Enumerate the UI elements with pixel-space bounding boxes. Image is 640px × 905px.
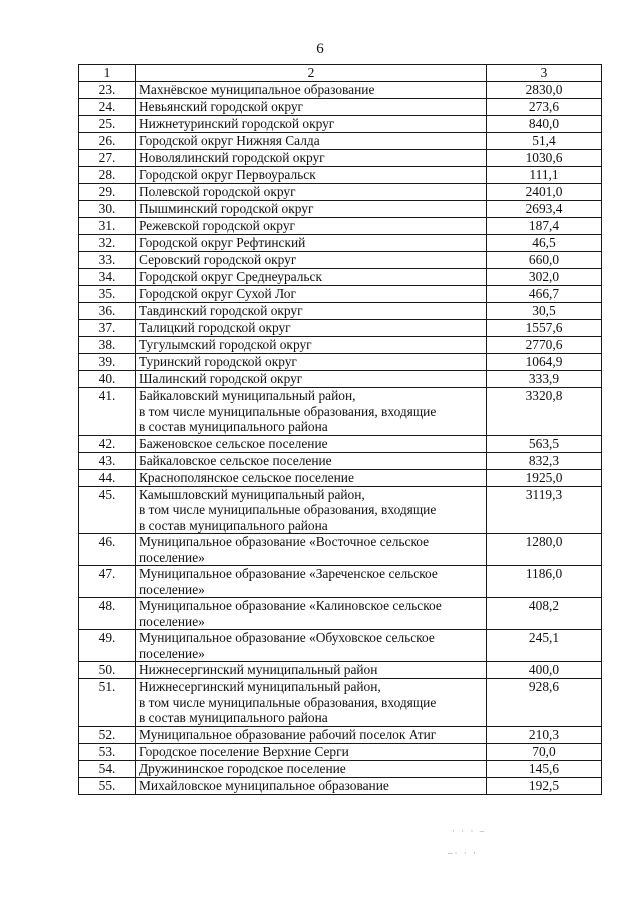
amount-value: 3119,3 <box>487 486 602 534</box>
table-row <box>79 337 602 354</box>
table-row <box>79 269 602 286</box>
row-number: 48. <box>79 598 136 630</box>
municipality-name-line: Городское поселение Верхние Серги <box>139 743 349 759</box>
municipality-name-line: Серовский городской округ <box>139 252 297 267</box>
amount-value: 333,9 <box>487 371 602 388</box>
row-number: 41. <box>79 388 136 436</box>
municipality-name <box>136 469 487 486</box>
municipality-name <box>136 743 487 760</box>
amount-value: 2693,4 <box>487 201 602 218</box>
amount-value: 302,0 <box>487 269 602 286</box>
municipality-name-line: в состав муниципального района <box>139 419 328 434</box>
municipality-name-line: Дружининское городское поселение <box>139 760 346 776</box>
header-col-value: 3 <box>487 65 602 82</box>
amount-value: 1557,6 <box>487 320 602 337</box>
municipality-name-line: Баженовское сельское поселение <box>139 435 328 451</box>
table-row <box>79 371 602 388</box>
municipality-name-line: Новолялинский городской округ <box>139 150 325 165</box>
margin-mark: · · · – <box>452 826 487 836</box>
row-number: 40. <box>79 371 136 388</box>
amount-value: 1064,9 <box>487 354 602 371</box>
municipality-name-line: Шалинский городской округ <box>139 371 303 386</box>
municipality-name <box>136 116 487 133</box>
row-number: 45. <box>79 486 136 534</box>
row-number: 44. <box>79 469 136 486</box>
amount-value: 1030,6 <box>487 150 602 167</box>
row-number: 55. <box>79 777 136 794</box>
header-col-name: 2 <box>136 65 487 82</box>
table-row <box>79 435 602 452</box>
municipality-name-line: Полевской городской округ <box>139 184 296 199</box>
municipality-name-line: Городской округ Первоуральск <box>139 167 316 182</box>
amount-value: 840,0 <box>487 116 602 133</box>
municipality-name-line: Тугулымский городской округ <box>139 337 312 352</box>
row-number: 46. <box>79 534 136 566</box>
municipality-name <box>136 630 487 662</box>
amount-value: 187,4 <box>487 218 602 235</box>
table-row <box>79 726 602 743</box>
municipality-name <box>136 371 487 388</box>
municipality-name-line: Туринский городской округ <box>139 354 297 369</box>
municipality-name <box>136 598 487 630</box>
municipality-name <box>136 133 487 150</box>
municipality-name <box>136 184 487 201</box>
row-number: 25. <box>79 116 136 133</box>
row-number: 54. <box>79 760 136 777</box>
amount-value: 3320,8 <box>487 388 602 436</box>
row-number: 26. <box>79 133 136 150</box>
page-number: 6 <box>316 41 324 57</box>
table-row <box>79 99 602 116</box>
row-number: 36. <box>79 303 136 320</box>
municipality-name-line: Махнёвское муниципальное образование <box>139 82 375 97</box>
municipality-name <box>136 337 487 354</box>
municipality-name-line: Невьянский городской округ <box>139 99 304 114</box>
municipality-name <box>136 82 487 99</box>
amount-value: 1186,0 <box>487 566 602 598</box>
municipality-name <box>136 167 487 184</box>
row-number: 43. <box>79 452 136 469</box>
municipality-name-line: Режевской городской округ <box>139 218 296 233</box>
table-row <box>79 320 602 337</box>
municipality-name <box>136 150 487 167</box>
municipality-name-line: Камышловский муниципальный район, <box>139 486 365 502</box>
amount-value: 2401,0 <box>487 184 602 201</box>
municipality-name-line: поселение» <box>139 645 205 661</box>
row-number: 32. <box>79 235 136 252</box>
municipality-name <box>136 486 487 534</box>
municipality-name <box>136 760 487 777</box>
amount-value: 210,3 <box>487 726 602 743</box>
municipality-name-line: Муниципальное образование «Обуховское сельское <box>139 630 435 645</box>
table-row <box>79 184 602 201</box>
table-row <box>79 116 602 133</box>
amount-value: 46,5 <box>487 235 602 252</box>
municipality-name-line: Нижнетуринский городской округ <box>139 116 335 131</box>
municipality-name-line: Краснополянское сельское поселение <box>139 469 354 485</box>
municipality-name-line: в состав муниципального района <box>139 710 328 725</box>
row-number: 39. <box>79 354 136 371</box>
municipality-name-line: Городской округ Нижняя Салда <box>139 133 320 148</box>
table-row <box>79 252 602 269</box>
municipality-name <box>136 252 487 269</box>
municipality-name-line: Пышминский городской округ <box>139 201 314 216</box>
municipality-name <box>136 354 487 371</box>
table-row <box>79 235 602 252</box>
table-row <box>79 679 602 727</box>
municipality-name-line: Нижнесергинский муниципальный район <box>139 662 378 677</box>
municipality-name-line: Муниципальное образование «Восточное сельское <box>139 534 430 549</box>
municipality-name-line: Муниципальное образование рабочий поселок Атиг <box>139 726 437 742</box>
municipality-name-line: Городской округ Рефтинский <box>139 235 306 250</box>
row-number: 30. <box>79 201 136 218</box>
row-number: 24. <box>79 99 136 116</box>
row-number: 37. <box>79 320 136 337</box>
table-row <box>79 662 602 679</box>
table-header-row <box>79 65 602 82</box>
row-number: 34. <box>79 269 136 286</box>
municipality-name-line: Нижнесергинский муниципальный район, <box>139 679 381 694</box>
row-number: 47. <box>79 566 136 598</box>
municipality-name <box>136 286 487 303</box>
municipality-name <box>136 99 487 116</box>
row-number: 31. <box>79 218 136 235</box>
amount-value: 273,6 <box>487 99 602 116</box>
municipality-name-line: Байкаловское сельское поселение <box>139 452 332 468</box>
table-row <box>79 630 602 662</box>
row-number: 38. <box>79 337 136 354</box>
municipality-name-line: поселение» <box>139 613 205 629</box>
municipality-name <box>136 303 487 320</box>
amount-value: 1925,0 <box>487 469 602 486</box>
table-row <box>79 167 602 184</box>
municipality-name-line: в том числе муниципальные образования, входящие <box>139 403 437 419</box>
row-number: 35. <box>79 286 136 303</box>
table-row <box>79 743 602 760</box>
amount-value: 400,0 <box>487 662 602 679</box>
table-row <box>79 534 602 566</box>
municipality-name <box>136 320 487 337</box>
amount-value: 70,0 <box>487 743 602 760</box>
amount-value: 832,3 <box>487 452 602 469</box>
municipality-name-line: Байкаловский муниципальный район, <box>139 388 356 403</box>
municipality-name-line: Городской округ Среднеуральск <box>139 269 322 284</box>
table-row <box>79 201 602 218</box>
municipality-name <box>136 679 487 727</box>
amount-value: 2770,6 <box>487 337 602 354</box>
municipality-name <box>136 777 487 794</box>
row-number: 42. <box>79 435 136 452</box>
amount-value: 660,0 <box>487 252 602 269</box>
municipality-name-line: Муниципальное образование «Зареченское сельское <box>139 566 438 581</box>
municipality-name-line: Городской округ Сухой Лог <box>139 286 296 301</box>
municipality-name <box>136 218 487 235</box>
table-row <box>79 218 602 235</box>
municipality-name <box>136 662 487 679</box>
table-row <box>79 486 602 534</box>
municipality-name <box>136 269 487 286</box>
municipality-name <box>136 534 487 566</box>
row-number: 23. <box>79 82 136 99</box>
amount-value: 1280,0 <box>487 534 602 566</box>
amount-value: 563,5 <box>487 435 602 452</box>
header-col-number: 1 <box>79 65 136 82</box>
row-number: 53. <box>79 743 136 760</box>
row-number: 33. <box>79 252 136 269</box>
municipality-name-line: Муниципальное образование «Калиновское сельское <box>139 598 442 613</box>
table-row <box>79 760 602 777</box>
municipality-name <box>136 201 487 218</box>
table-row <box>79 303 602 320</box>
table-row <box>79 469 602 486</box>
row-number: 27. <box>79 150 136 167</box>
allocation-table <box>78 64 602 795</box>
amount-value: 30,5 <box>487 303 602 320</box>
table-row <box>79 286 602 303</box>
row-number: 51. <box>79 679 136 727</box>
table-row <box>79 388 602 436</box>
table-row <box>79 566 602 598</box>
row-number: 50. <box>79 662 136 679</box>
table-row <box>79 150 602 167</box>
municipality-name <box>136 566 487 598</box>
table-row <box>79 82 602 99</box>
municipality-name <box>136 435 487 452</box>
row-number: 49. <box>79 630 136 662</box>
amount-value: 245,1 <box>487 630 602 662</box>
municipality-name-line: Михайловское муниципальное образование <box>139 777 389 793</box>
amount-value: 145,6 <box>487 760 602 777</box>
municipality-name-line: в том числе муниципальные образования, входящие <box>139 694 437 710</box>
table-body <box>79 82 602 795</box>
municipality-name-line: в состав муниципального района <box>139 517 328 533</box>
row-number: 29. <box>79 184 136 201</box>
margin-mark: –· · · <box>448 848 478 858</box>
amount-value: 928,6 <box>487 679 602 727</box>
municipality-name <box>136 235 487 252</box>
municipality-name <box>136 388 487 436</box>
municipality-name <box>136 726 487 743</box>
amount-value: 192,5 <box>487 777 602 794</box>
row-number: 52. <box>79 726 136 743</box>
amount-value: 111,1 <box>487 167 602 184</box>
table-row <box>79 452 602 469</box>
amount-value: 408,2 <box>487 598 602 630</box>
table-row <box>79 354 602 371</box>
municipality-name <box>136 452 487 469</box>
municipality-name-line: в том числе муниципальные образования, входящие <box>139 502 437 517</box>
table-row <box>79 598 602 630</box>
municipality-name-line: Тавдинский городской округ <box>139 303 303 318</box>
amount-value: 51,4 <box>487 133 602 150</box>
table-row <box>79 777 602 794</box>
amount-value: 2830,0 <box>487 82 602 99</box>
municipality-name-line: поселение» <box>139 581 205 597</box>
amount-value: 466,7 <box>487 286 602 303</box>
municipality-name-line: поселение» <box>139 549 205 565</box>
municipality-name-line: Талицкий городской округ <box>139 320 291 335</box>
row-number: 28. <box>79 167 136 184</box>
table-row <box>79 133 602 150</box>
